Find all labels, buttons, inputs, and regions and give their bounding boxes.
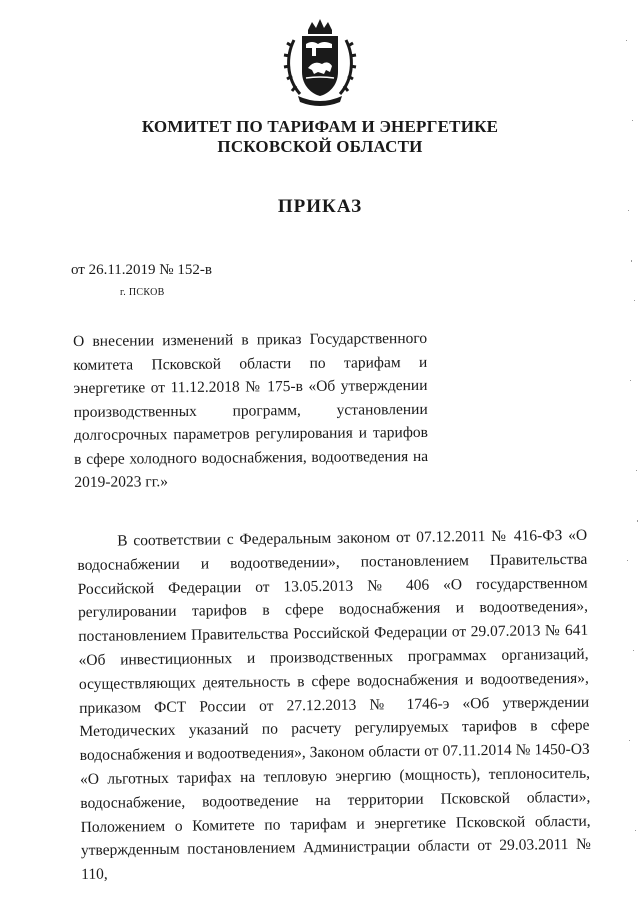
order-date-number: от 26.11.2019 № 152-в bbox=[71, 262, 212, 278]
city-label: г. ПСКОВ bbox=[120, 287, 165, 298]
organization-line-1: КОМИТЕТ ПО ТАРИФАМ И ЭНЕРГЕТИКЕ bbox=[141, 117, 499, 136]
organization-name bbox=[0, 117, 640, 157]
pskov-coat-of-arms-icon bbox=[282, 16, 358, 108]
order-body-paragraph: В соответствии с Федеральным законом от 07.12.2011 № 416-ФЗ «О водоснабжении и водоотведении», постановлением Правительства Российской Федерации от 13.05.2013 № 406 «О государственном регулировании тарифов в сфере водоснабжения и водоотведения», постановлением Правительства Российской Федерации от 29.07.2013 № 641 «Об инвестиционных и производственных программах организаций, осуществляющих деятельность в сфере водоснабжения и водоотведения», приказом ФСТ России от 27.12.2013 № 1746-э «Об утверждении Методических указаний по расчету регулируемых тарифов в сфере водоснабжения и водоотведения», Законом области от 07.11.2014 № 1450-ОЗ «О льготных тарифах на тепловую энергию (мощность), теплоноситель, водоснабжение, водоотведение на территории Псковской области», Положением о Комитете по тарифам и энергетике Псковской области, утвержденным постановлением Администрации области от 29.03.2011 № 110, bbox=[77, 526, 591, 884]
scan-edge-artifacts bbox=[606, 0, 640, 905]
organization-line-2: ПСКОВСКОЙ ОБЛАСТИ bbox=[217, 137, 423, 156]
document-type-title: ПРИКАЗ bbox=[277, 196, 363, 217]
order-subject: О внесении изменений в приказ Государственного комитета Псковской области по тарифам и энергетике от 11.12.2018 № 175-в «Об утверждении производственных программ, установлении долгосрочных параметров регулирования и тарифов в сфере холодного водоснабжения, водоотведения на 2019-2023 гг.» bbox=[73, 329, 429, 491]
